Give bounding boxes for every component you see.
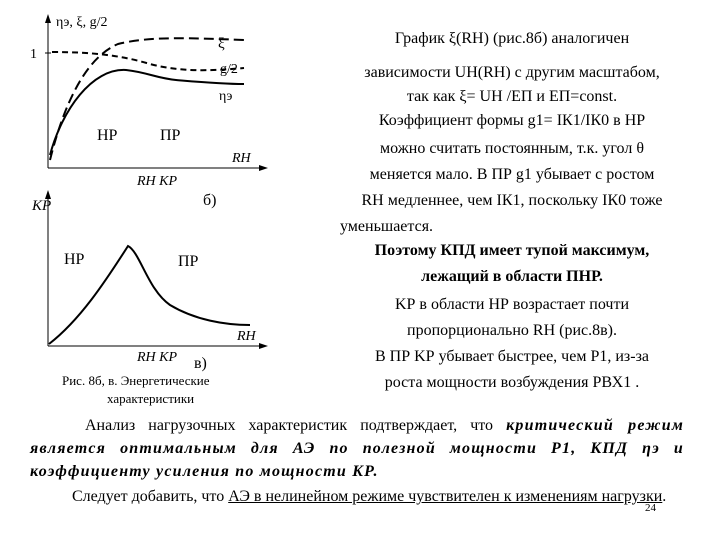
note-underlined: АЭ в нелинейном режиме чувствителен к изменениям нагрузки (228, 488, 663, 505)
bottom-panel-label: в) (194, 355, 207, 372)
top-x-axis-label: RН (232, 151, 251, 166)
right-text-line11: KР в области НР возрастает почти (394, 296, 630, 313)
right-text-line9: Поэтому КПД имеет тупой максимум, (374, 242, 650, 259)
top-y-tick-label: 1 (30, 47, 37, 62)
top-region-pr: ПР (160, 127, 181, 144)
conclusion-lead: Анализ нагрузочных характеристик подтверждает, что (85, 417, 494, 434)
right-text-line1: График ξ(RН) (рис.8б) аналогичен (394, 30, 630, 47)
bottom-region-nr: НР (64, 251, 85, 268)
note-paragraph (30, 485, 684, 508)
bottom-region-pr: ПР (178, 253, 199, 270)
right-text-line12: пропорционально RН (рис.8в). (407, 322, 617, 339)
page-number: 24 (645, 502, 656, 514)
xi-curve-label: ξ (218, 36, 225, 52)
right-text-line14: роста мощности возбуждения PВХ1 . (384, 374, 640, 391)
top-y-axis-arrow (45, 14, 51, 23)
energy-characteristics-figure (0, 0, 300, 410)
note-lead: Следует добавить, что (72, 488, 225, 505)
right-text-line6: меняется мало. В ПР g1 убывает с ростом (369, 166, 655, 183)
top-panel-label: б) (203, 192, 217, 209)
figure-caption-line1: Рис. 8б, в. Энергетические (62, 373, 210, 388)
right-text-line2: зависимости UН(RН) с другим масштабом, (364, 64, 660, 81)
bottom-y-axis-label: KР (32, 198, 52, 214)
bottom-x-axis-label: RН (237, 329, 256, 344)
eta-curve-label: ηэ (219, 89, 233, 104)
right-text-line8: уменьшается. (340, 218, 434, 235)
figure-caption-line2: характеристики (107, 391, 195, 406)
right-text-line13: В ПР KР убывает быстрее, чем P1, из-за (375, 348, 649, 365)
right-text-line3: так как ξ= UН /EП и EП=const. (406, 88, 618, 105)
top-x-axis-arrow (259, 165, 268, 171)
right-text-line10: лежащий в области ПНР. (421, 268, 603, 285)
conclusion-paragraph (30, 414, 684, 483)
right-text-line4: Коэффициент формы g1= IК1/IК0 в НР (378, 112, 646, 129)
g-half-curve-label: g/2 (220, 62, 238, 77)
top-x-mark-label: RН КР (137, 174, 178, 189)
top-region-nr: НР (97, 127, 118, 144)
right-text-line5: можно считать постоянным, т.к. угол θ (380, 140, 644, 157)
g-half-curve (52, 52, 244, 70)
top-y-axis-label: ηэ, ξ, g/2 (56, 15, 108, 30)
note-end: . (662, 488, 667, 505)
right-text-line7: RН медленнее, чем IК1, поскольку IК0 тоже (361, 192, 663, 209)
bottom-x-axis-arrow (259, 343, 268, 349)
conclusion-emphasis: критический режим является оптимальным для АЭ по полезной мощности P1, КПД ηэ и коэффициенту усиления по мощности KР. (30, 417, 684, 480)
bottom-x-mark-label: RН КР (137, 350, 178, 365)
xi-curve (50, 38, 244, 160)
